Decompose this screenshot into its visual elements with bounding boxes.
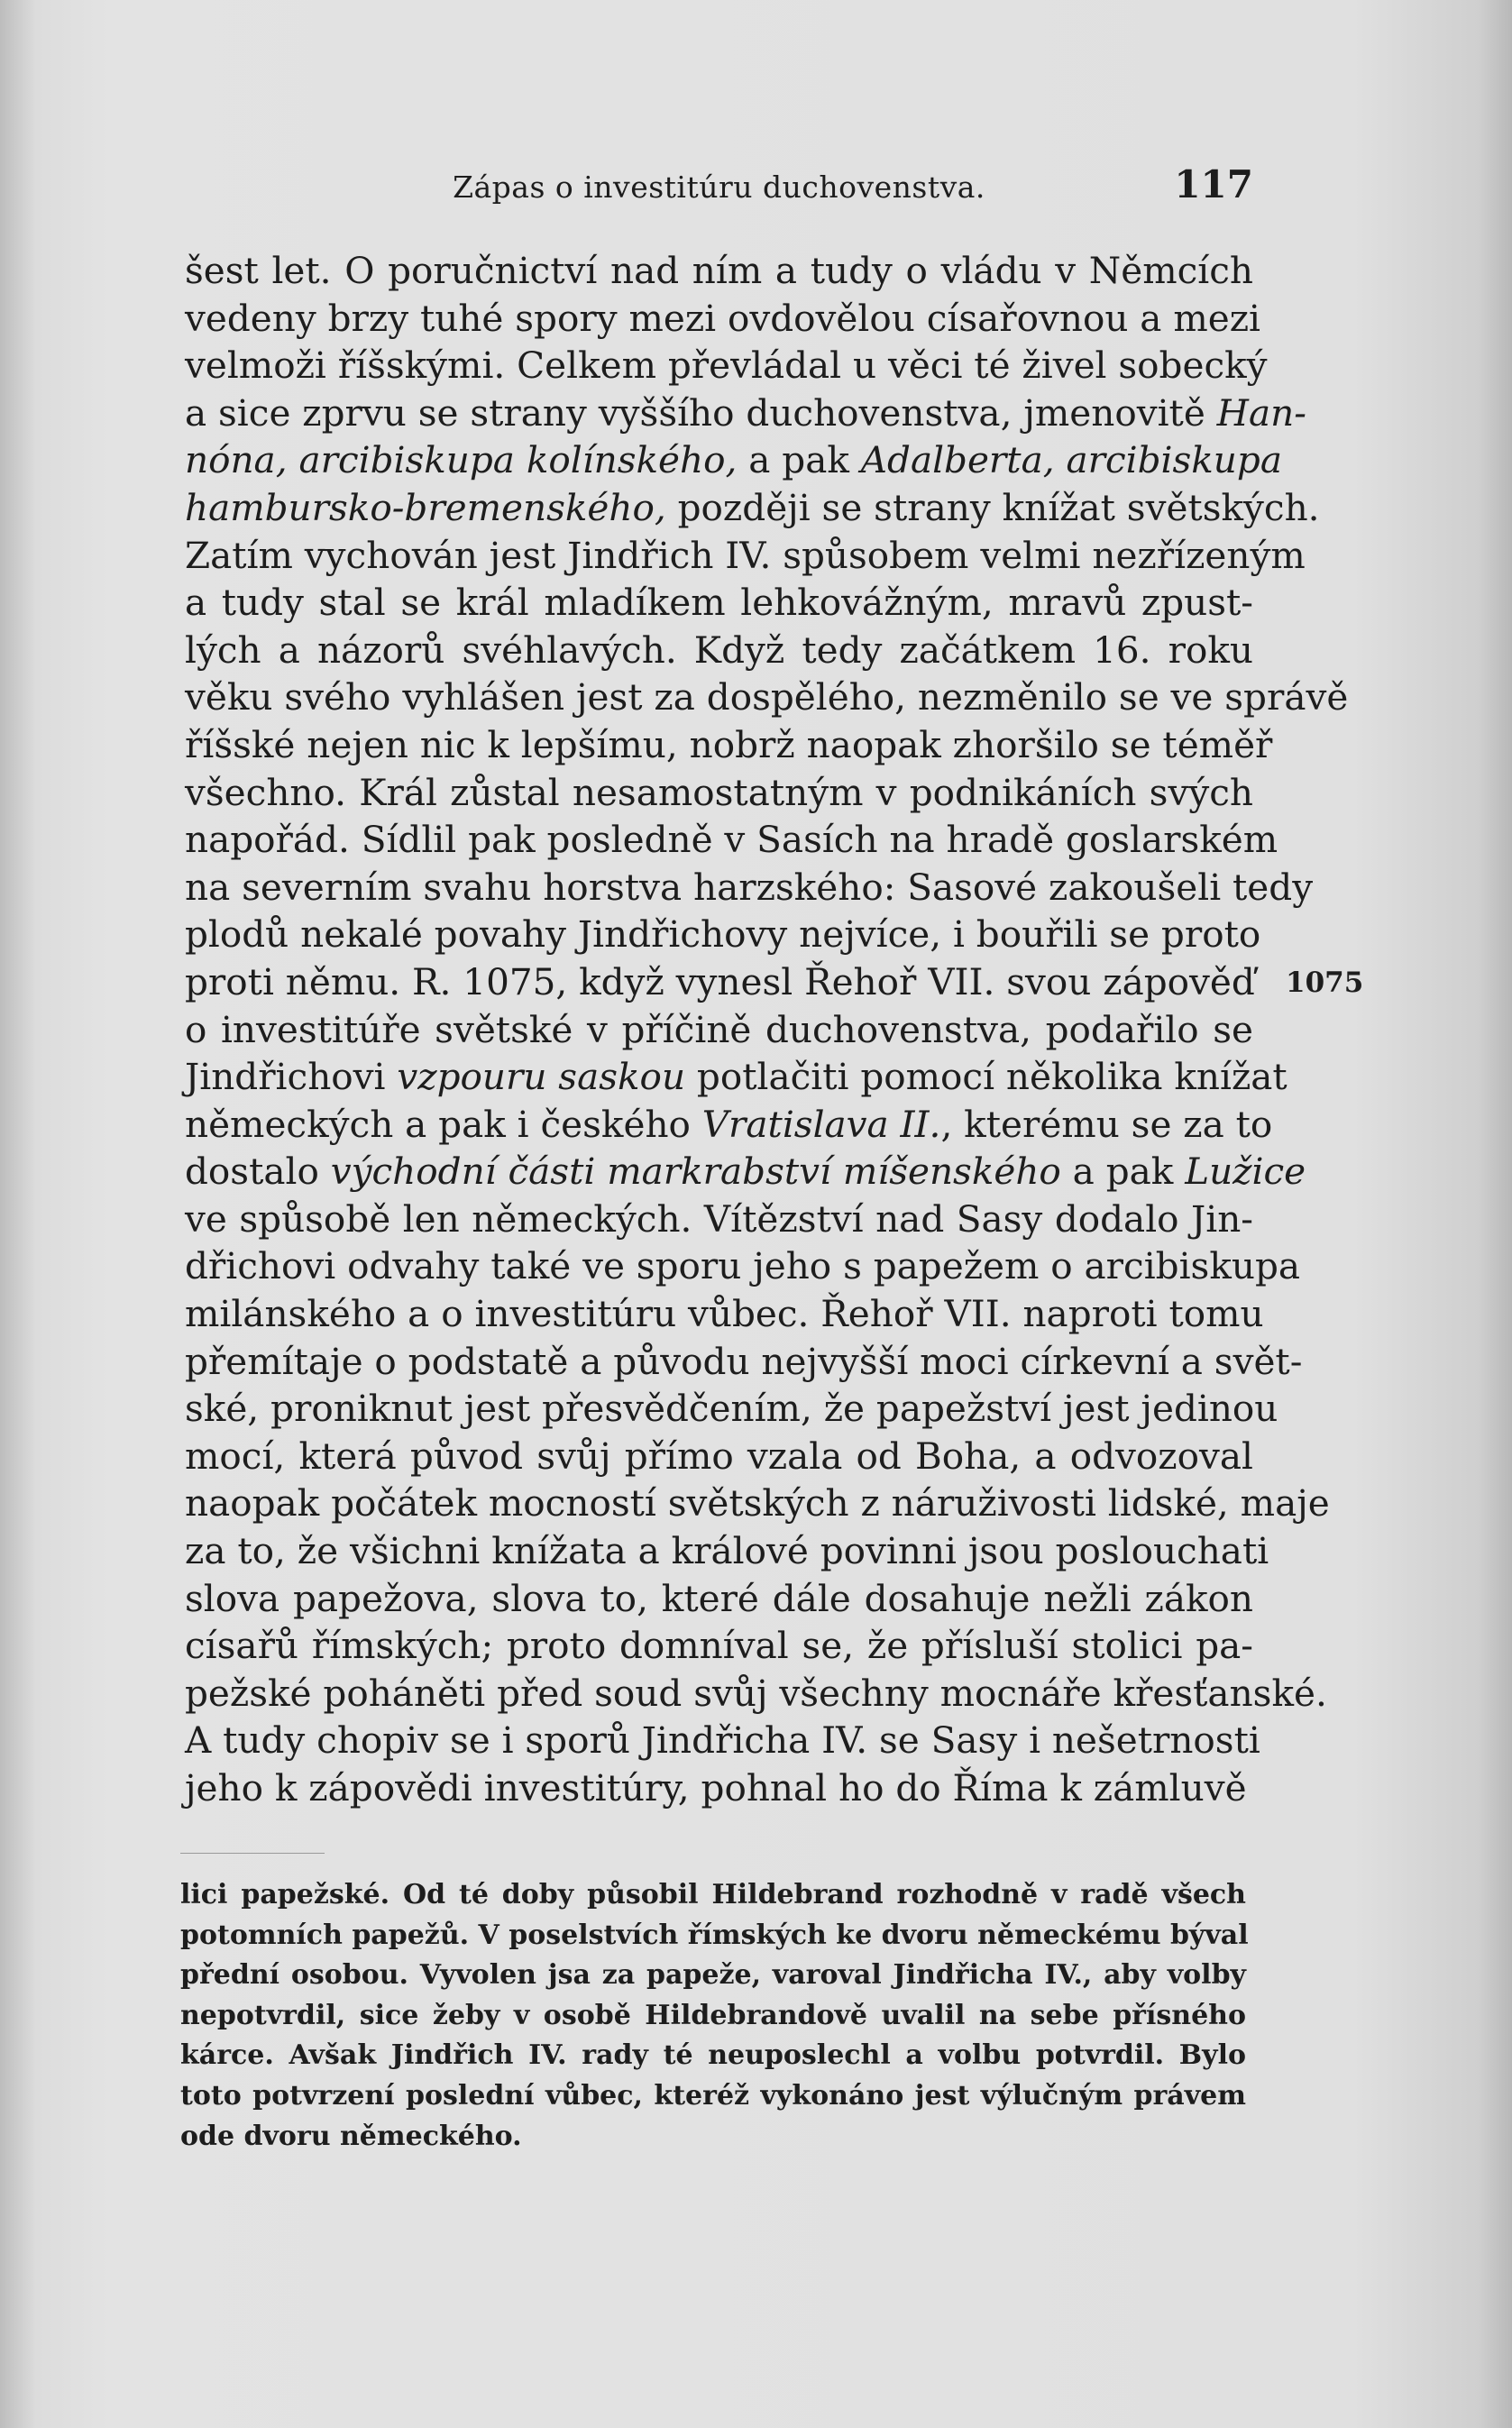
text-segment: později se strany knížat světských. <box>665 485 1320 529</box>
text-line <box>185 958 1253 1006</box>
text-line <box>185 532 1306 580</box>
running-title: Zápas o investitúru duchovenstva. <box>453 170 985 205</box>
text-segment: a pak <box>737 438 861 482</box>
text-line <box>185 1196 1253 1243</box>
text-segment: ve spůsobě len německých. Vítězství nad Sasy dodalo Jin- <box>185 1196 1253 1241</box>
text-line <box>185 769 1253 817</box>
text-segment: dostalo <box>185 1150 331 1194</box>
text-line <box>185 1575 1253 1623</box>
text-segment: Zatím vychován jest Jindřich IV. spůsobem velmi nezřízeným <box>185 533 1306 577</box>
text-segment: na severním svahu horstva harzského: Sasové zakoušeli tedy <box>185 865 1314 909</box>
margin-year-note: 1075 <box>1286 967 1364 999</box>
text-segment: a tudy stal se král mladíkem lehkovážným, mravů zpust- <box>185 581 1253 625</box>
footnote-line: kárce. Avšak Jindřich IV. rady té neuposlechl a volbu potvrdil. Bylo <box>180 2039 1246 2072</box>
text-line <box>185 1717 1260 1764</box>
text-segment: o investitúře světské v příčině duchovenstva, podařilo se <box>185 1007 1253 1051</box>
text-line <box>185 579 1253 627</box>
text-line <box>185 1764 1253 1812</box>
text-line <box>185 1242 1301 1290</box>
text-segment: pežské poháněti před soud svůj všechny mocnáře křesťanské. <box>185 1671 1327 1715</box>
text-segment: potlačiti pomocí několika knížat <box>685 1055 1287 1099</box>
text-segment: lých a názorů svéhlavých. Když tedy začátkem 16. roku <box>185 628 1253 672</box>
text-segment: věku svého vyhlášen jest za dospělého, nezměnilo se ve správě <box>185 675 1349 719</box>
footnote-line: nepotvrdil, sice žeby v osobě Hildebrandově uvalil na sebe přísného <box>180 1999 1246 2031</box>
text-line <box>185 1290 1264 1338</box>
page-number: 117 <box>1174 162 1253 206</box>
italic-text: vzpouru saskou <box>397 1055 686 1099</box>
text-segment: , kterému se za to <box>940 1102 1273 1146</box>
text-segment: císařů římských; proto domníval se, že přísluší stolici pa- <box>185 1624 1253 1668</box>
footnote <box>180 1875 1249 2157</box>
text-segment: vedeny brzy tuhé spory mezi ovdovělou císařovnou a mezi <box>185 296 1260 340</box>
text-line <box>185 484 1320 532</box>
text-line <box>185 1433 1253 1480</box>
italic-text: Han- <box>1216 390 1306 435</box>
text-line <box>185 911 1261 958</box>
text-segment: milánského a o investitúru vůbec. Řehoř VII. naproti tomu <box>185 1292 1264 1336</box>
text-segment: všechno. Král zůstal nesamostatným v podnikáních svých <box>185 770 1253 814</box>
footnote-line: toto potvrzení poslední vůbec, kteréž vykonáno jest výlučným právem <box>180 2079 1246 2112</box>
main-text <box>185 247 1349 1812</box>
text-line <box>185 721 1273 769</box>
text-segment: naopak počátek mocností světských z náruživosti lidské, maje <box>185 1481 1330 1526</box>
footnote-line: lici papežské. Od té doby působil Hildebrand rozhodně v radě všech <box>180 1879 1246 1910</box>
text-segment: říšské nejen nic k lepšímu, nobrž naopak zhoršilo se téměř <box>185 722 1273 766</box>
text-line <box>185 342 1268 389</box>
text-segment: mocí, která původ svůj přímo vzala od Boha, a odvozoval <box>185 1434 1253 1478</box>
text-line <box>185 627 1253 674</box>
text-line <box>185 673 1349 721</box>
text-segment: a pak <box>1060 1150 1186 1194</box>
footnote-line: potomních papežů. V poselstvích římských ke dvoru německému býval <box>180 1919 1249 1951</box>
italic-text: nóna, arcibiskupa kolínského, <box>185 438 738 482</box>
footnote-line: přední osobou. Vyvolen jsa za papeže, varoval Jindřicha IV., aby volby <box>180 1959 1246 1992</box>
footnote-separator <box>180 1853 325 1854</box>
text-line <box>185 1527 1269 1575</box>
text-line <box>185 1670 1327 1718</box>
text-line <box>185 389 1306 437</box>
page-header <box>185 162 1253 216</box>
text-segment: Jindřichovi <box>185 1055 398 1099</box>
text-segment: napořád. Sídlil pak posledně v Sasích na hradě goslarském <box>185 818 1278 862</box>
text-segment: šest let. O poručnictví nad ním a tudy o vládu v Němcích <box>185 249 1253 292</box>
italic-text: Vratislava II. <box>701 1102 941 1146</box>
text-segment: za to, že všichni knížata a králové povinni jsou poslouchati <box>185 1529 1269 1573</box>
text-segment: plodů nekalé povahy Jindřichovy nejvíce, i bouřili se proto <box>185 912 1261 957</box>
text-line <box>185 1480 1330 1527</box>
footnote-line: ode dvoru německého. <box>180 2120 522 2152</box>
text-line <box>185 1101 1273 1149</box>
text-line <box>185 1148 1306 1196</box>
text-line <box>185 247 1253 295</box>
text-line <box>185 1385 1278 1433</box>
text-line <box>185 1338 1303 1386</box>
text-segment: přemítaje o podstatě a původu nejvyšší moci církevní a svět- <box>185 1339 1303 1383</box>
italic-text: Adalberta, arcibiskupa <box>860 438 1282 482</box>
text-line <box>185 816 1278 864</box>
text-segment: A tudy chopiv se i sporů Jindřicha IV. se Sasy i nešetrnosti <box>185 1718 1260 1763</box>
text-line <box>185 1622 1253 1670</box>
text-segment: velmoži říšskými. Celkem převládal u věci té živel sobecký <box>185 344 1268 388</box>
text-segment: německých a pak i českého <box>185 1102 702 1146</box>
text-segment: slova papežova, slova to, které dále dosahuje nežli zákon <box>185 1576 1253 1620</box>
text-line <box>185 295 1260 343</box>
text-line <box>185 1006 1253 1054</box>
text-line <box>185 864 1314 912</box>
text-line <box>185 436 1282 484</box>
text-segment: proti němu. R. 1075, když vynesl Řehoř VII. svou zápověď <box>185 959 1255 1003</box>
text-segment: jeho k zápovědi investitúry, pohnal ho do Říma k zámluvě <box>185 1766 1247 1810</box>
italic-text: hambursko-bremenského, <box>185 485 666 529</box>
text-segment: dřichovi odvahy také ve sporu jeho s papežem o arcibiskupa <box>185 1244 1301 1288</box>
italic-text: východní části markrabství míšenského <box>330 1150 1061 1194</box>
text-line <box>185 1053 1287 1101</box>
italic-text: Lužice <box>1185 1150 1306 1194</box>
text-segment: ské, proniknut jest přesvědčením, že papežství jest jedinou <box>185 1387 1278 1431</box>
text-segment: a sice zprvu se strany vyššího duchovenstva, jmenovitě <box>185 390 1217 435</box>
